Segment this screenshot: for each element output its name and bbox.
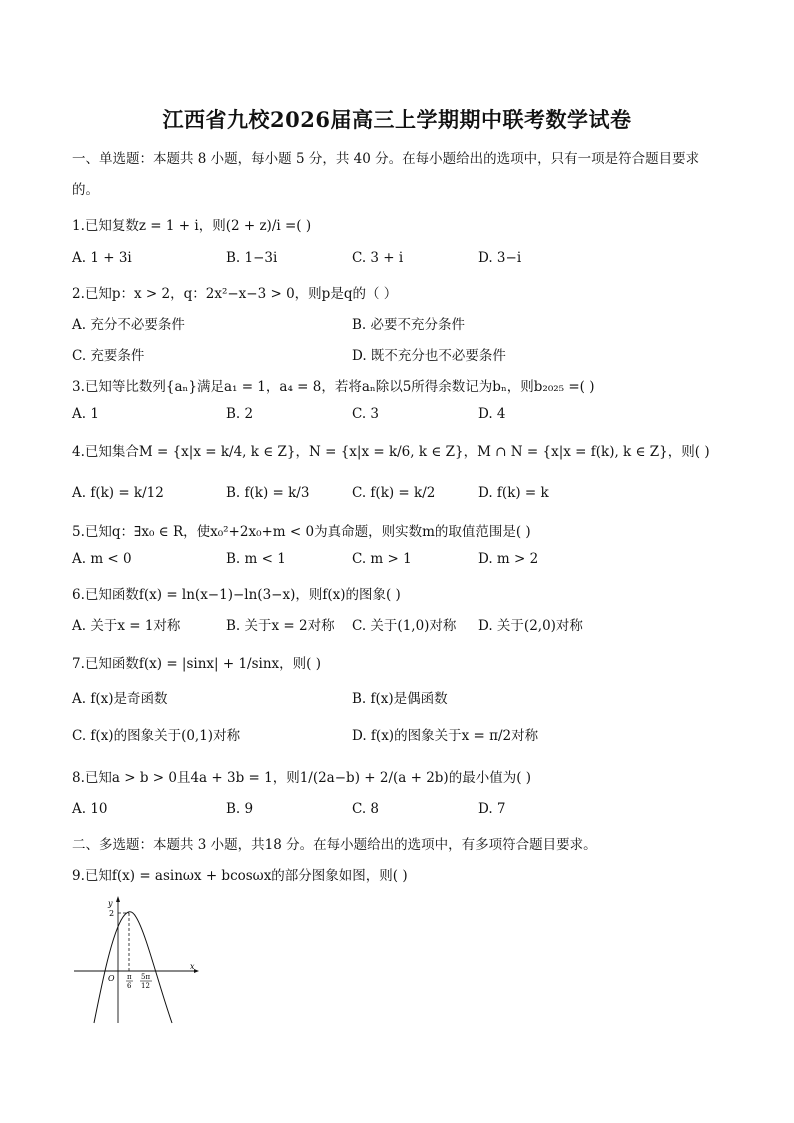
question-2-option-a: A. 充分不必要条件 xyxy=(72,317,185,333)
question-7-option-d: D. f(x)的图象关于x = π/2对称 xyxy=(352,728,539,744)
question-3-stem: 3.已知等比数列{aₙ}满足a₁ = 1，a₄ = 8，若将aₙ除以5所得余数记为bₙ，则b₂₀₂₅ =( ) xyxy=(72,379,595,395)
question-7-option-b: B. f(x)是偶函数 xyxy=(352,691,448,707)
question-1-option-a: A. 1 + 3i xyxy=(72,250,132,266)
y-axis-arrow-icon xyxy=(116,896,120,902)
question-6-option-d: D. 关于(2,0)对称 xyxy=(478,618,583,634)
y-axis-label: y xyxy=(108,899,113,908)
question-1-option-d: D. 3−i xyxy=(478,250,522,266)
question-2-option-d: D. 既不充分也不必要条件 xyxy=(352,348,506,364)
question-5-option-a: A. m < 0 xyxy=(72,551,132,567)
sine-graph-figure xyxy=(72,893,202,1025)
question-8-option-b: B. 9 xyxy=(226,801,254,817)
question-3-option-c: C. 3 xyxy=(352,406,380,422)
x-axis-label: x xyxy=(190,962,195,971)
tick2-denominator: 12 xyxy=(141,982,150,990)
x-axis-arrow-icon xyxy=(194,969,199,973)
question-2-stem: 2.已知p：x > 2，q：2x²−x−3 > 0，则p是q的（ ） xyxy=(72,286,398,302)
question-6-option-a: A. 关于x = 1对称 xyxy=(72,618,181,634)
tick2-numerator: 5π xyxy=(141,973,151,981)
question-8-option-a: A. 10 xyxy=(72,801,108,817)
question-6-option-c: C. 关于(1,0)对称 xyxy=(352,618,457,634)
question-4-option-b: B. f(k) = k/3 xyxy=(226,485,310,501)
question-4-stem: 4.已知集合M = {x|x = k/4, k ∈ Z}，N = {x|x = k/6, k ∈ Z}，M ∩ N = {x|x = f(k), k ∈ Z}，则( ) xyxy=(72,444,710,460)
section2-instructions: 二、多选题：本题共 3 小题，共18 分。在每小题给出的选项中，有多项符合题目要求。 xyxy=(72,837,597,853)
question-8-stem: 8.已知a > b > 0且4a + 3b = 1，则1/(2a−b) + 2/(a + 2b)的最小值为( ) xyxy=(72,770,532,786)
question-6-option-b: B. 关于x = 2对称 xyxy=(226,618,335,634)
question-7-option-c: C. f(x)的图象关于(0,1)对称 xyxy=(72,728,241,744)
section1-instructions: 一、单选题：本题共 8 小题，每小题 5 分，共 40 分。在每小题给出的选项中，只有一项是符合题目要求 xyxy=(72,151,700,167)
question-5-option-d: D. m > 2 xyxy=(478,551,539,567)
question-1-stem: 1.已知复数z = 1 + i，则(2 + z)/i =( ) xyxy=(72,218,312,234)
page-title: 江西省九校2026届高三上学期期中联考数学试卷 xyxy=(162,107,632,132)
origin-label: O xyxy=(108,974,115,983)
question-5-option-b: B. m < 1 xyxy=(226,551,286,567)
question-4-option-d: D. f(k) = k xyxy=(478,485,549,501)
tick1-denominator: 6 xyxy=(127,982,132,990)
sine-curve xyxy=(94,912,172,1023)
question-3-option-d: D. 4 xyxy=(478,406,506,422)
question-5-stem: 5.已知q：∃x₀ ∈ R，使x₀²+2x₀+m < 0为真命题，则实数m的取值范围是( ) xyxy=(72,524,531,540)
question-1-option-c: C. 3 + i xyxy=(352,250,404,266)
question-3-option-b: B. 2 xyxy=(226,406,254,422)
question-4-option-a: A. f(k) = k/12 xyxy=(72,485,164,501)
question-2-option-b: B. 必要不充分条件 xyxy=(352,317,466,333)
question-8-option-d: D. 7 xyxy=(478,801,506,817)
question-9-stem: 9.已知f(x) = asinωx + bcosωx的部分图象如图，则( ) xyxy=(72,868,408,884)
section1-instructions-cont: 的。 xyxy=(72,182,99,198)
question-2-option-c: C. 充要条件 xyxy=(72,348,145,364)
question-7-stem: 7.已知函数f(x) = |sinx| + 1/sinx，则( ) xyxy=(72,656,321,672)
tick1-numerator: π xyxy=(127,973,132,981)
question-5-option-c: C. m > 1 xyxy=(352,551,412,567)
question-6-stem: 6.已知函数f(x) = ln(x−1)−ln(3−x)，则f(x)的图象( ) xyxy=(72,587,401,603)
question-1-option-b: B. 1−3i xyxy=(226,250,278,266)
question-3-option-a: A. 1 xyxy=(72,406,99,422)
question-8-option-c: C. 8 xyxy=(352,801,380,817)
question-7-option-a: A. f(x)是奇函数 xyxy=(72,691,168,707)
question-4-option-c: C. f(k) = k/2 xyxy=(352,485,436,501)
peak-value-label: 2 xyxy=(109,909,115,918)
